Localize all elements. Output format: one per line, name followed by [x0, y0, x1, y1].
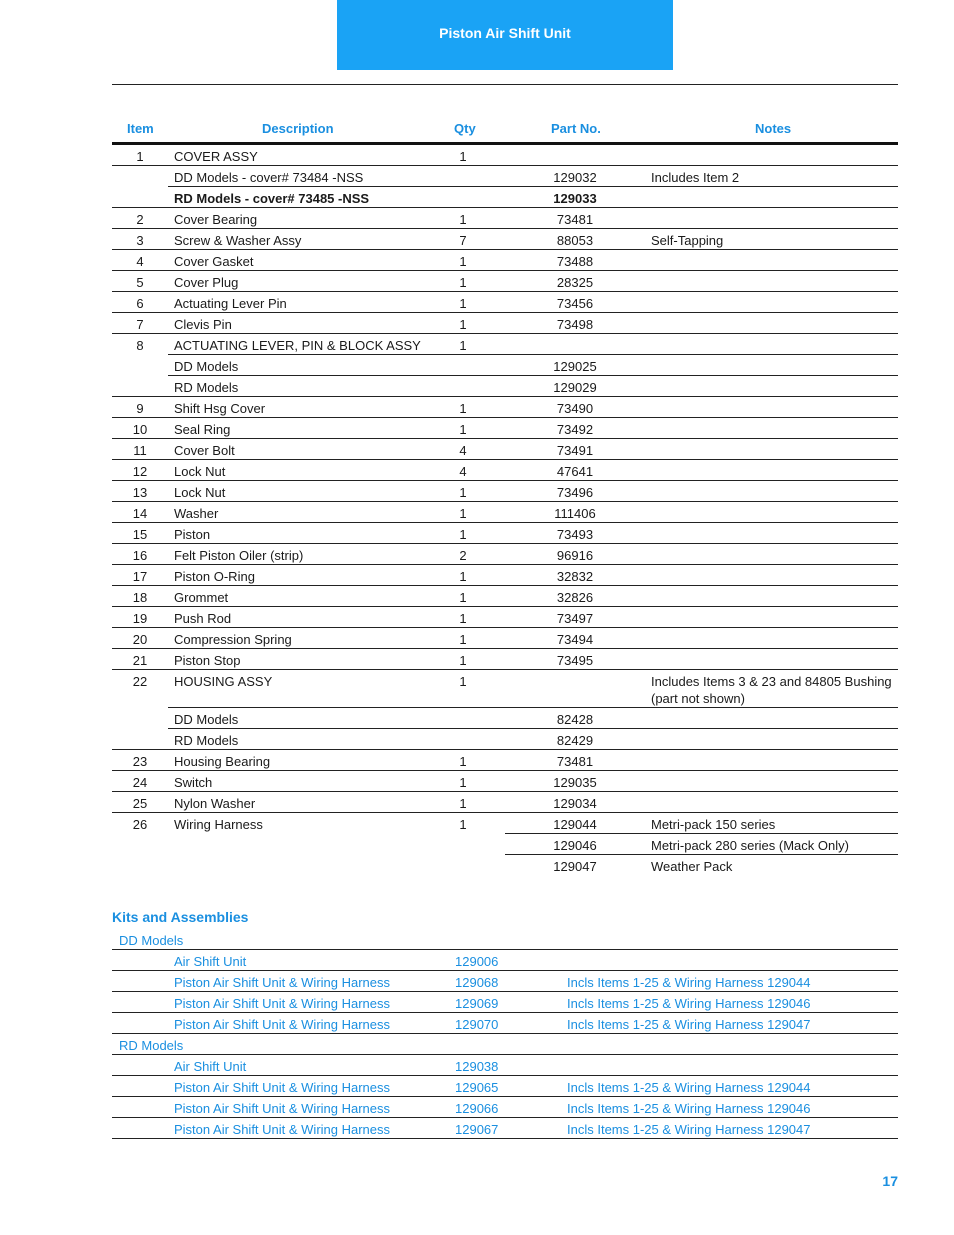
- description-cell: Felt Piston Oiler (strip): [174, 548, 304, 563]
- part-number-cell: 73456: [556, 296, 594, 311]
- qty-cell: 1: [459, 506, 467, 521]
- table-row: [112, 481, 898, 502]
- item-cell: 23: [132, 754, 148, 769]
- table-row: [112, 397, 898, 418]
- kit-note: Incls Items 1-25 & Wiring Harness 129044: [567, 975, 811, 990]
- table-row: [112, 271, 898, 292]
- qty-cell: 1: [459, 422, 467, 437]
- kit-row: [112, 1097, 898, 1118]
- kit-description: Air Shift Unit: [174, 1059, 247, 1074]
- notes-cell: Includes Item 2: [651, 170, 740, 185]
- part-number-cell: 73490: [556, 401, 594, 416]
- kits-and-assemblies: [112, 905, 898, 1139]
- description-cell: RD Models - cover# 73485 -NSS: [174, 191, 370, 206]
- kit-note: Incls Items 1-25 & Wiring Harness 129047: [567, 1122, 811, 1137]
- kits-title: Kits and Assemblies: [112, 909, 249, 925]
- description-cell: Cover Bearing: [174, 212, 258, 227]
- col-header-item: Item: [127, 121, 154, 136]
- col-header-qty: Qty: [454, 121, 476, 136]
- part-number-cell: 129025: [553, 359, 597, 374]
- part-number-cell: 111406: [554, 506, 596, 521]
- kit-section-name: DD Models: [119, 933, 184, 948]
- description-cell: Shift Hsg Cover: [174, 401, 266, 416]
- kit-part-number: 129006: [455, 954, 499, 969]
- col-header-part: Part No.: [551, 121, 601, 136]
- description-cell: Grommet: [174, 590, 229, 605]
- kit-row: [112, 1118, 898, 1139]
- qty-cell: 1: [459, 149, 467, 164]
- part-number-cell: 73481: [556, 212, 594, 227]
- qty-cell: 1: [459, 317, 467, 332]
- description-cell: Housing Bearing: [174, 754, 271, 769]
- table-row: [112, 670, 898, 708]
- item-cell: 11: [133, 443, 147, 458]
- description-cell: Push Rod: [174, 611, 232, 626]
- part-number-cell: 73495: [556, 653, 594, 668]
- part-number-cell: 129032: [553, 170, 597, 185]
- qty-cell: 1: [459, 632, 467, 647]
- description-cell: HOUSING ASSY: [174, 674, 273, 689]
- description-cell: Cover Gasket: [174, 254, 254, 269]
- qty-cell: 1: [459, 275, 467, 290]
- part-number-cell: 73481: [556, 754, 594, 769]
- part-number-cell: 32826: [556, 590, 594, 605]
- qty-cell: 1: [459, 401, 467, 416]
- kit-part-number: 129065: [455, 1080, 499, 1095]
- table-row: [112, 229, 898, 250]
- description-cell: Wiring Harness: [174, 817, 263, 832]
- qty-cell: 1: [459, 674, 467, 689]
- description-cell: Piston Stop: [174, 653, 241, 668]
- page-number: 17: [882, 1173, 898, 1189]
- table-row: [112, 355, 898, 376]
- table-row: [112, 586, 898, 607]
- parts-table-body: [112, 145, 898, 876]
- description-cell: Lock Nut: [174, 464, 226, 479]
- description-cell: Compression Spring: [174, 632, 292, 647]
- notes-cell: Includes Items 3 & 23 and 84805 Bushing (part not shown): [651, 674, 892, 706]
- table-row: [112, 334, 898, 355]
- qty-cell: 2: [459, 548, 467, 563]
- qty-cell: 4: [459, 443, 467, 458]
- col-header-description: Description: [262, 121, 334, 136]
- kit-row: [112, 1013, 898, 1034]
- item-cell: 15: [132, 527, 148, 542]
- item-cell: 2: [136, 212, 144, 227]
- part-number-cell: 96916: [556, 548, 594, 563]
- item-cell: 12: [132, 464, 148, 479]
- qty-cell: 1: [459, 212, 467, 227]
- kit-description: Piston Air Shift Unit & Wiring Harness: [174, 996, 391, 1011]
- qty-cell: 1: [459, 527, 467, 542]
- description-cell: Actuating Lever Pin: [174, 296, 287, 311]
- col-header-notes: Notes: [755, 121, 792, 136]
- description-cell: Clevis Pin: [174, 317, 232, 332]
- item-cell: 18: [132, 590, 148, 605]
- qty-cell: 1: [459, 254, 467, 269]
- parts-table: [112, 116, 898, 876]
- part-number-cell: 73494: [556, 632, 594, 647]
- kit-description: Piston Air Shift Unit & Wiring Harness: [174, 1122, 391, 1137]
- item-cell: 20: [132, 632, 148, 647]
- table-row: [112, 292, 898, 313]
- part-number-cell: 88053: [556, 233, 594, 248]
- description-cell: RD Models: [174, 733, 239, 748]
- qty-cell: 7: [459, 233, 467, 248]
- table-row: [112, 813, 898, 834]
- item-cell: 7: [136, 317, 144, 332]
- part-number-cell: 129046: [553, 838, 597, 853]
- part-number-cell: 73492: [556, 422, 594, 437]
- table-row: [112, 649, 898, 670]
- table-row: [112, 544, 898, 565]
- kit-part-number: 129067: [455, 1122, 499, 1137]
- kit-description: Piston Air Shift Unit & Wiring Harness: [174, 1101, 391, 1116]
- description-cell: Nylon Washer: [174, 796, 256, 811]
- kit-section-header: [112, 929, 898, 950]
- row-divider: [112, 1138, 898, 1139]
- kit-row: [112, 1055, 898, 1076]
- part-number-cell: 82429: [556, 733, 594, 748]
- item-cell: 5: [136, 275, 144, 290]
- qty-cell: 4: [459, 464, 467, 479]
- kit-description: Air Shift Unit: [174, 954, 247, 969]
- item-cell: 26: [132, 817, 148, 832]
- description-cell: ACTUATING LEVER, PIN & BLOCK ASSY: [174, 338, 421, 353]
- part-number-cell: 129033: [553, 191, 597, 206]
- part-number-cell: 129047: [553, 859, 597, 874]
- kit-part-number: 129070: [455, 1017, 499, 1032]
- description-cell: Cover Plug: [174, 275, 239, 290]
- description-cell: DD Models: [174, 359, 239, 374]
- table-row: [112, 208, 898, 229]
- item-cell: 22: [132, 674, 148, 689]
- item-cell: 9: [136, 401, 144, 416]
- kit-note: Incls Items 1-25 & Wiring Harness 129044: [567, 1080, 811, 1095]
- description-cell: Screw & Washer Assy: [174, 233, 302, 248]
- table-row: [112, 313, 898, 334]
- description-cell: RD Models: [174, 380, 239, 395]
- part-number-cell: 73497: [556, 611, 594, 626]
- kit-description: Piston Air Shift Unit & Wiring Harness: [174, 1017, 391, 1032]
- kits-list: [112, 929, 898, 1139]
- table-row: [112, 771, 898, 792]
- page-title: Piston Air Shift Unit: [439, 25, 571, 41]
- kit-section-header: [112, 1034, 898, 1055]
- item-cell: 16: [132, 548, 148, 563]
- item-cell: 21: [132, 653, 148, 668]
- qty-cell: 1: [459, 485, 467, 500]
- description-cell: Switch: [174, 775, 213, 790]
- table-row: [112, 750, 898, 771]
- part-number-cell: 129035: [553, 775, 597, 790]
- table-row: [112, 792, 898, 813]
- item-cell: 8: [136, 338, 144, 353]
- description-cell: Piston O-Ring: [174, 569, 255, 584]
- kit-part-number: 129068: [455, 975, 499, 990]
- description-cell: Lock Nut: [174, 485, 226, 500]
- qty-cell: 1: [459, 338, 467, 353]
- item-cell: 1: [136, 149, 144, 164]
- description-cell: Piston: [174, 527, 211, 542]
- kit-part-number: 129069: [455, 996, 499, 1011]
- kit-row: [112, 1076, 898, 1097]
- description-cell: Washer: [174, 506, 219, 521]
- description-cell: DD Models - cover# 73484 -NSS: [174, 170, 364, 185]
- notes-cell: Self-Tapping: [651, 233, 724, 248]
- table-row: [112, 439, 898, 460]
- qty-cell: 1: [459, 590, 467, 605]
- description-cell: Seal Ring: [174, 422, 231, 437]
- part-number-cell: 47641: [556, 464, 594, 479]
- table-row: [112, 250, 898, 271]
- item-cell: 24: [132, 775, 148, 790]
- table-row: [112, 418, 898, 439]
- qty-cell: 1: [459, 611, 467, 626]
- part-number-cell: 73493: [556, 527, 594, 542]
- part-number-cell: 28325: [556, 275, 594, 290]
- description-cell: Cover Bolt: [174, 443, 235, 458]
- kit-row: [112, 971, 898, 992]
- notes-cell: Weather Pack: [651, 859, 733, 874]
- qty-cell: 1: [459, 796, 467, 811]
- part-number-cell: 129034: [553, 796, 597, 811]
- table-header: [112, 116, 898, 145]
- item-cell: 4: [136, 254, 144, 269]
- table-row: [112, 565, 898, 586]
- table-row: [112, 187, 898, 208]
- item-cell: 25: [132, 796, 148, 811]
- qty-cell: 1: [459, 817, 467, 832]
- table-row: [112, 502, 898, 523]
- table-row: [112, 607, 898, 628]
- description-cell: DD Models: [174, 712, 239, 727]
- item-cell: 19: [132, 611, 148, 626]
- table-row: [112, 729, 898, 750]
- table-row: [112, 145, 898, 166]
- part-number-cell: 129029: [553, 380, 597, 395]
- kit-description: Piston Air Shift Unit & Wiring Harness: [174, 975, 391, 990]
- item-cell: 6: [136, 296, 144, 311]
- table-row: [112, 834, 898, 855]
- item-cell: 3: [136, 233, 144, 248]
- part-number-cell: 73498: [556, 317, 594, 332]
- kit-description: Piston Air Shift Unit & Wiring Harness: [174, 1080, 391, 1095]
- part-number-cell: 73488: [556, 254, 594, 269]
- qty-cell: 1: [459, 653, 467, 668]
- header-tab: [337, 0, 673, 70]
- kit-row: [112, 950, 898, 971]
- notes-cell: Metri-pack 280 series (Mack Only): [651, 838, 849, 853]
- kit-note: Incls Items 1-25 & Wiring Harness 129046: [567, 996, 811, 1011]
- part-number-cell: 73491: [556, 443, 594, 458]
- table-row: [112, 523, 898, 544]
- description-cell: COVER ASSY: [174, 149, 258, 164]
- table-row: [112, 708, 898, 729]
- qty-cell: 1: [459, 569, 467, 584]
- item-cell: 17: [132, 569, 148, 584]
- table-row: [112, 628, 898, 649]
- item-cell: 13: [132, 485, 148, 500]
- table-row: [112, 460, 898, 481]
- qty-cell: 1: [459, 775, 467, 790]
- qty-cell: 1: [459, 754, 467, 769]
- part-number-cell: 82428: [556, 712, 594, 727]
- item-cell: 14: [132, 506, 148, 521]
- item-cell: 10: [132, 422, 148, 437]
- kit-note: Incls Items 1-25 & Wiring Harness 129047: [567, 1017, 811, 1032]
- top-divider: [112, 84, 898, 85]
- part-number-cell: 32832: [556, 569, 594, 584]
- notes-cell: Metri-pack 150 series: [651, 817, 776, 832]
- part-number-cell: 73496: [556, 485, 594, 500]
- table-row: [112, 376, 898, 397]
- part-number-cell: 129044: [553, 817, 597, 832]
- qty-cell: 1: [459, 296, 467, 311]
- kit-part-number: 129038: [455, 1059, 499, 1074]
- table-row: [112, 166, 898, 187]
- table-row: [112, 855, 898, 876]
- kit-note: Incls Items 1-25 & Wiring Harness 129046: [567, 1101, 811, 1116]
- kit-part-number: 129066: [455, 1101, 499, 1116]
- kit-section-name: RD Models: [119, 1038, 184, 1053]
- kit-row: [112, 992, 898, 1013]
